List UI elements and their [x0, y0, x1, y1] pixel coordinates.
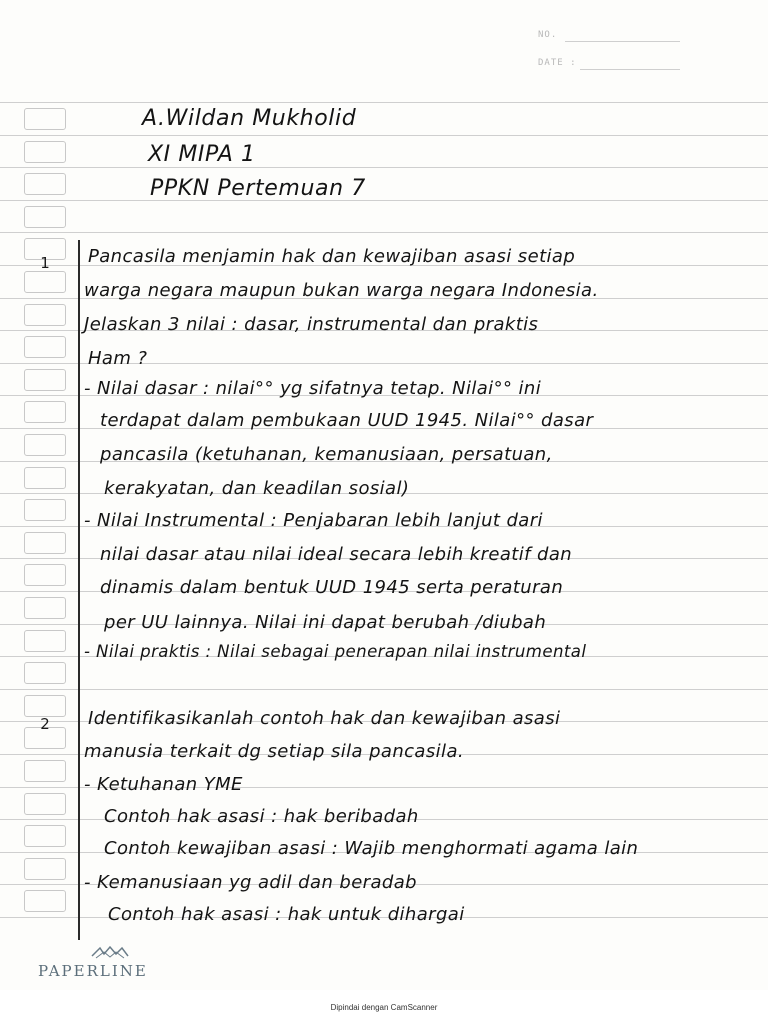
- margin-line: [78, 240, 80, 940]
- question-number: 1: [40, 254, 50, 272]
- answer-line: pancasila (ketuhanan, kemanusiaan, persatuan,: [100, 444, 553, 465]
- answer-line: - Nilai dasar : nilai°° yg sifatnya tetap. Nilai°° ini: [84, 378, 542, 399]
- margin-box: [24, 597, 66, 619]
- answer-line: kerakyatan, dan keadilan sosial): [104, 478, 410, 499]
- margin-box: [24, 695, 66, 717]
- question-line: Ham ?: [88, 348, 148, 369]
- margin-box: [24, 630, 66, 652]
- scanner-footer: Dipindai dengan CamScanner: [330, 1003, 438, 1012]
- answer-line: - Nilai Instrumental : Penjabaran lebih lanjut dari: [84, 510, 543, 531]
- date-line: [580, 69, 680, 70]
- ruled-line: [0, 167, 768, 168]
- margin-box: [24, 532, 66, 554]
- margin-box: [24, 858, 66, 880]
- ruled-line: [0, 200, 768, 201]
- brand-name: PAPERLINE: [38, 962, 148, 980]
- date-label: DATE :: [538, 58, 577, 68]
- answer-line: terdapat dalam pembukaan UUD 1945. Nilai°° dasar: [100, 410, 594, 431]
- margin-box: [24, 499, 66, 521]
- margin-box: [24, 108, 66, 130]
- margin-box: [24, 304, 66, 326]
- question-line: Jelaskan 3 nilai : dasar, instrumental dan praktis: [84, 314, 539, 335]
- margin-box: [24, 662, 66, 684]
- margin-box: [24, 793, 66, 815]
- answer-line: Contoh hak asasi : hak untuk dihargai: [108, 904, 465, 925]
- answer-line: Contoh kewajiban asasi : Wajib menghormati agama lain: [104, 838, 639, 859]
- margin-box: [24, 890, 66, 912]
- answer-line: - Ketuhanan YME: [84, 774, 243, 795]
- ruled-line: [0, 135, 768, 136]
- question-line: Pancasila menjamin hak dan kewajiban asasi setiap: [88, 246, 576, 267]
- answer-line: - Kemanusiaan yg adil dan beradab: [84, 872, 417, 893]
- answer-line: - Nilai praktis : Nilai sebagai penerapan nilai instrumental: [84, 642, 587, 661]
- student-name: A.Wildan Mukholid: [142, 106, 357, 131]
- answer-line: Contoh hak asasi : hak beribadah: [104, 806, 419, 827]
- question-line: manusia terkait dg setiap sila pancasila.: [84, 741, 464, 762]
- question-line: warga negara maupun bukan warga negara Indonesia.: [84, 280, 599, 301]
- margin-box: [24, 564, 66, 586]
- ruled-line: [0, 102, 768, 103]
- margin-box: [24, 825, 66, 847]
- margin-box: [24, 206, 66, 228]
- margin-box: [24, 434, 66, 456]
- margin-box: [24, 173, 66, 195]
- student-class: XI MIPA 1: [148, 142, 256, 167]
- no-label: NO.: [538, 30, 558, 40]
- margin-box: [24, 369, 66, 391]
- margin-box: [24, 467, 66, 489]
- no-line: [565, 41, 680, 42]
- subject-title: PPKN Pertemuan 7: [150, 176, 366, 201]
- question-number: 2: [40, 715, 50, 733]
- answer-line: nilai dasar atau nilai ideal secara lebih kreatif dan: [100, 544, 573, 565]
- margin-box: [24, 271, 66, 293]
- answer-line: per UU lainnya. Nilai ini dapat berubah /diubah: [104, 612, 547, 633]
- margin-box: [24, 141, 66, 163]
- ruled-line: [0, 232, 768, 233]
- paperline-logo-icon: [90, 944, 130, 960]
- margin-box: [24, 401, 66, 423]
- margin-box: [24, 336, 66, 358]
- margin-box: [24, 760, 66, 782]
- question-line: Identifikasikanlah contoh hak dan kewajiban asasi: [88, 708, 561, 729]
- ruled-line: [0, 689, 768, 690]
- answer-line: dinamis dalam bentuk UUD 1945 serta peraturan: [100, 577, 564, 598]
